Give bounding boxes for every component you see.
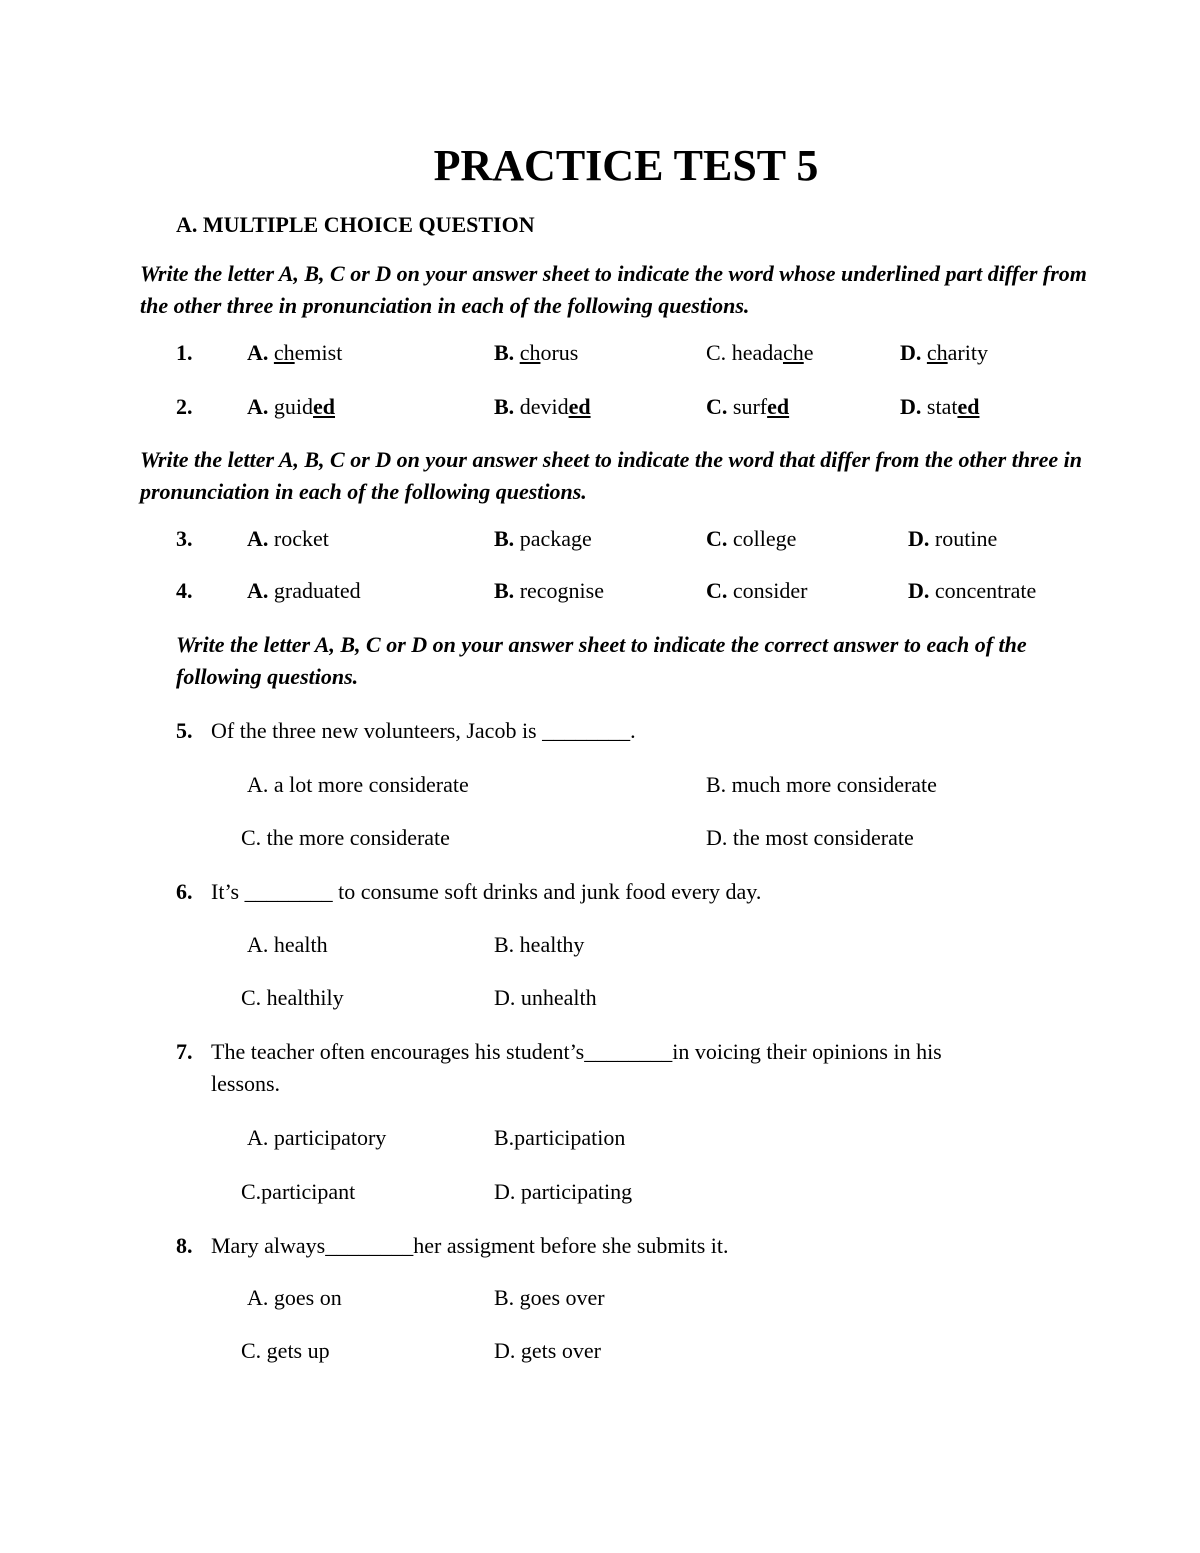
question-number: 1. — [176, 340, 193, 365]
q2-option-b — [494, 394, 591, 420]
option-letter: D. — [908, 578, 930, 603]
q6-option-a: A. health — [247, 932, 328, 957]
question-number: 8. — [176, 1233, 193, 1258]
option-text: consider — [732, 578, 808, 603]
option-letter: C. — [706, 340, 727, 365]
option-letter: B. — [494, 340, 515, 365]
option-letter: A. — [247, 340, 269, 365]
q7-option-b: B.participation — [494, 1125, 626, 1150]
instruction-different: Write the letter A, B, C or D on your answer sheet to indicate the word that differ from the other three in pronunciation in each of the following questions. — [140, 447, 1082, 504]
option-letter: B. — [494, 526, 515, 551]
q5-option-a: A. a lot more considerate — [247, 772, 469, 797]
q1-option-d — [900, 340, 988, 366]
q4-option-a — [247, 578, 361, 604]
question-number: 5. — [176, 718, 193, 743]
word-part: surf — [732, 394, 768, 419]
page-title: PRACTICE TEST 5 — [433, 141, 819, 190]
q5-option-c: C. the more considerate — [241, 825, 450, 850]
word-part: emist — [294, 340, 343, 365]
q2-option-c — [706, 394, 789, 420]
q7-option-a: A. participatory — [247, 1125, 387, 1150]
q5-option-d: D. the most considerate — [706, 825, 914, 850]
q8-option-c: C. gets up — [241, 1338, 330, 1363]
word-part: orus — [540, 340, 579, 365]
q3-option-c — [706, 526, 796, 552]
question-number: 4. — [176, 578, 193, 603]
underlined-part: ch — [273, 340, 295, 365]
underlined-part: ed — [313, 394, 336, 419]
option-letter: D. — [900, 340, 922, 365]
underlined-part: ed — [957, 394, 980, 419]
question-stem: Mary always________her assigment before she submits it. — [211, 1233, 729, 1258]
option-letter: A. — [247, 526, 269, 551]
option-letter: D. — [900, 394, 922, 419]
q3-option-d — [908, 526, 997, 552]
option-letter: A. — [247, 578, 269, 603]
q3-option-a — [247, 526, 329, 552]
option-letter: D. — [908, 526, 930, 551]
q2-option-a — [247, 394, 335, 420]
option-letter: B. — [494, 578, 515, 603]
q7-option-d: D. participating — [494, 1179, 633, 1204]
option-letter: B. — [494, 394, 515, 419]
question-number: 2. — [176, 394, 193, 419]
option-letter: C. — [706, 526, 728, 551]
question-stem-continued: lessons. — [211, 1071, 281, 1096]
underlined-part: ed — [767, 394, 790, 419]
option-text: concentrate — [934, 578, 1037, 603]
q6-option-d: D. unhealth — [494, 985, 597, 1010]
underlined-part: ch — [519, 340, 541, 365]
option-letter: A. — [247, 394, 269, 419]
option-text: college — [732, 526, 797, 551]
option-text: graduated — [273, 578, 361, 603]
q1-option-c — [706, 340, 814, 366]
option-text: package — [519, 526, 592, 551]
q4-option-b — [494, 578, 604, 604]
word-part: heada — [731, 340, 783, 365]
underlined-part: ch — [926, 340, 948, 365]
q7-option-c: C.participant — [241, 1179, 356, 1204]
option-text: routine — [934, 526, 998, 551]
option-letter: C. — [706, 578, 728, 603]
word-part: stat — [926, 394, 958, 419]
instruction-correct: Write the letter A, B, C or D on your answer sheet to indicate the correct answer to each of the following questions. — [176, 632, 1027, 689]
q2-option-d — [900, 394, 979, 420]
q1-option-a — [247, 340, 342, 366]
underlined-part: ed — [568, 394, 591, 419]
option-text: rocket — [273, 526, 329, 551]
question-stem: The teacher often encourages his student’s________in voicing their opinions in his — [211, 1039, 942, 1064]
question-stem: It’s ________ to consume soft drinks and junk food every day. — [211, 879, 762, 904]
q1-option-b — [494, 340, 578, 366]
instruction-underlined: Write the letter A, B, C or D on your answer sheet to indicate the word whose underlined part differ from the other three in pronunciation in each of the following questions. — [140, 261, 1087, 318]
q3-option-b — [494, 526, 592, 552]
option-text: recognise — [519, 578, 604, 603]
question-number: 6. — [176, 879, 193, 904]
underlined-part: ch — [782, 340, 804, 365]
q8-option-b: B. goes over — [494, 1285, 605, 1310]
question-number: 3. — [176, 526, 193, 551]
q8-option-a: A. goes on — [247, 1285, 342, 1310]
word-part: devid — [519, 394, 569, 419]
q6-option-b: B. healthy — [494, 932, 585, 957]
word-part: e — [803, 340, 814, 365]
q4-option-d — [908, 578, 1036, 604]
q8-option-d: D. gets over — [494, 1338, 601, 1363]
word-part: guid — [273, 394, 314, 419]
question-number: 7. — [176, 1039, 193, 1064]
q6-option-c: C. healthily — [241, 985, 344, 1010]
q4-option-c — [706, 578, 807, 604]
section-heading: A. MULTIPLE CHOICE QUESTION — [176, 212, 535, 237]
question-stem: Of the three new volunteers, Jacob is ________. — [211, 718, 636, 743]
option-letter: C. — [706, 394, 728, 419]
word-part: arity — [947, 340, 988, 365]
q5-option-b: B. much more considerate — [706, 772, 937, 797]
